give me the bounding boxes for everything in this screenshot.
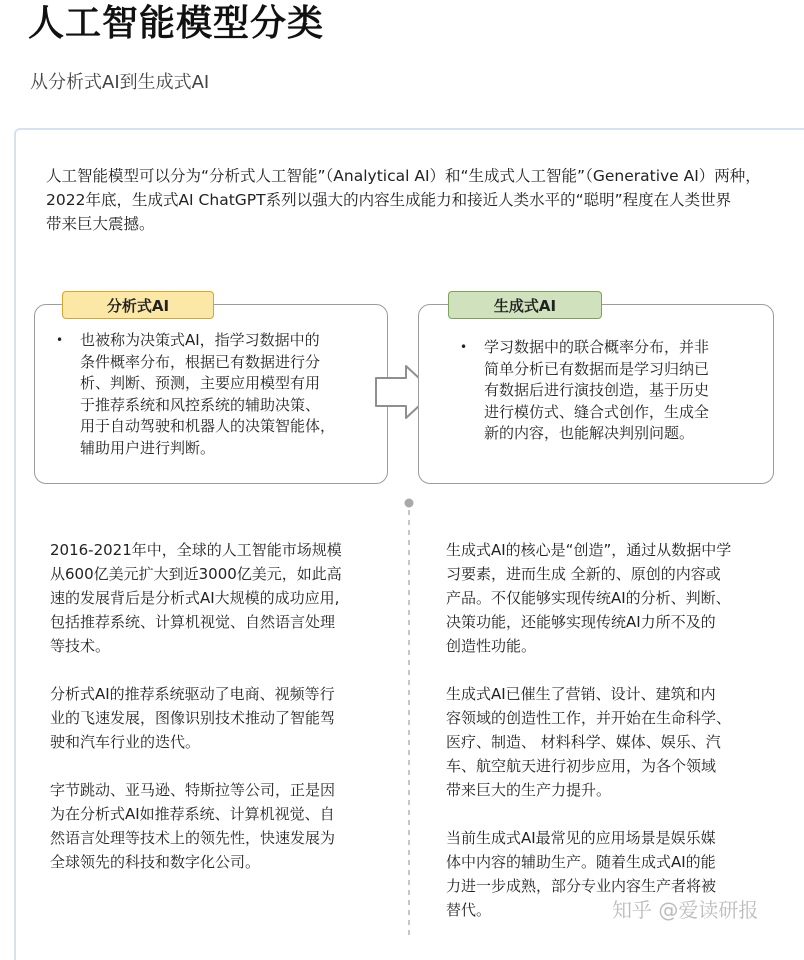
bullet-line: 学习数据中的联合概率分布，并非	[484, 338, 710, 356]
text-line: 创造性功能。	[446, 637, 537, 655]
intro-line: 人工智能模型可以分为“分析式人工智能”（Analytical AI）和“生成式人工智能”（Generative AI）两种，	[46, 167, 761, 185]
text-line: 车、航空航天进行初步应用，为各个领域	[446, 757, 717, 775]
bullet-line: 简单分析已有数据而是学习归纳已	[484, 359, 710, 378]
bullet-line: 进行模仿式、缝合式创作，生成全	[484, 402, 710, 421]
text-line: 容领域的创造性工作，并开始在生命科学、	[446, 709, 732, 727]
paragraph	[446, 682, 731, 802]
text-line: 为在分析式AI如推荐系统、计算机视觉、自	[50, 805, 335, 823]
bullet-line: 于推荐系统和风控系统的辅助决策、	[80, 395, 321, 414]
text-line: 字节跳动、亚马逊、特斯拉等公司，正是因	[50, 781, 336, 799]
bullet-line: 有数据后进行演技创造，基于历史	[484, 381, 710, 399]
page-title: 人工智能模型分类	[28, 3, 325, 44]
intro-line: 2022年底，生成式AI ChatGPT系列以强大的内容生成能力和接近人类水平的“聪明”程度在人类世界	[46, 191, 732, 209]
text-line: 分析式AI的推荐系统驱动了电商、视频等行	[50, 685, 335, 703]
text-line: 体中内容的辅助生产。随着生成式AI的能	[446, 853, 716, 871]
text-line: 业的飞速发展，图像识别技术推动了智能驾	[50, 709, 336, 727]
bullet-line: 析、判断、预测，主要应用模型有用	[80, 374, 321, 392]
text-line: 力进一步成熟，部分专业内容生产者将被	[446, 877, 717, 895]
page-subtitle: 从分析式AI到生成式AI	[30, 72, 210, 93]
text-line: 全球领先的科技和数字化公司。	[50, 853, 261, 871]
intro-paragraph	[46, 164, 786, 236]
text-line: 驶和汽车行业的迭代。	[50, 733, 201, 751]
paragraph	[446, 538, 731, 658]
text-line: 速的发展背后是分析式AI大规模的成功应用,	[50, 589, 340, 607]
text-line: 2016-2021年中，全球的人工智能市场规模	[50, 541, 342, 559]
bullet-dot: •	[56, 333, 64, 347]
bullet-line: 也被称为决策式AI，指学习数据中的	[80, 331, 320, 349]
generative-ai-details	[446, 538, 731, 946]
bullet-line: 辅助用户进行判断。	[80, 438, 216, 457]
analytical-ai-details	[50, 538, 342, 898]
text-line: 从600亿美元扩大到近3000亿美元，如此高	[50, 565, 342, 583]
text-line: 替代。	[446, 901, 492, 919]
bullet-dot: •	[460, 340, 468, 354]
text-line: 习要素，进而生成 全新的、原创的内容或	[446, 565, 721, 583]
generative-ai-tag: 生成式AI	[448, 291, 602, 319]
watermark: 知乎 @爱读研报	[612, 898, 759, 922]
paragraph	[50, 538, 342, 658]
column-divider	[402, 496, 416, 938]
intro-line: 带来巨大震撼。	[46, 215, 155, 233]
text-line: 当前生成式AI最常见的应用场景是娱乐媒	[446, 829, 716, 847]
analytical-ai-tag: 分析式AI	[62, 291, 214, 319]
bullet-line: 新的内容，也能解决判别问题。	[484, 424, 695, 442]
text-line: 决策功能，还能够实现传统AI力所不及的	[446, 613, 716, 631]
paragraph	[50, 778, 342, 874]
text-line: 医疗、制造、 材料科学、媒体、娱乐、汽	[446, 733, 721, 751]
text-line: 包括推荐系统、计算机视觉、自然语言处理	[50, 613, 336, 631]
text-line: 等技术。	[50, 637, 111, 655]
text-line: 然语言处理等技术上的领先性，快速发展为	[50, 829, 336, 847]
text-line: 产品。不仅能够实现传统AI的分析、判断、	[446, 589, 731, 607]
bullet-line: 用于自动驾驶和机器人的决策智能体，	[80, 417, 336, 435]
paragraph	[50, 682, 342, 754]
bullet-line: 条件概率分布，根据已有数据进行分	[80, 352, 321, 371]
text-line: 带来巨大的生产力提升。	[446, 781, 612, 799]
text-line: 生成式AI的核心是“创造”，通过从数据中学	[446, 541, 732, 559]
text-line: 生成式AI已催生了营销、设计、建筑和内	[446, 685, 716, 703]
